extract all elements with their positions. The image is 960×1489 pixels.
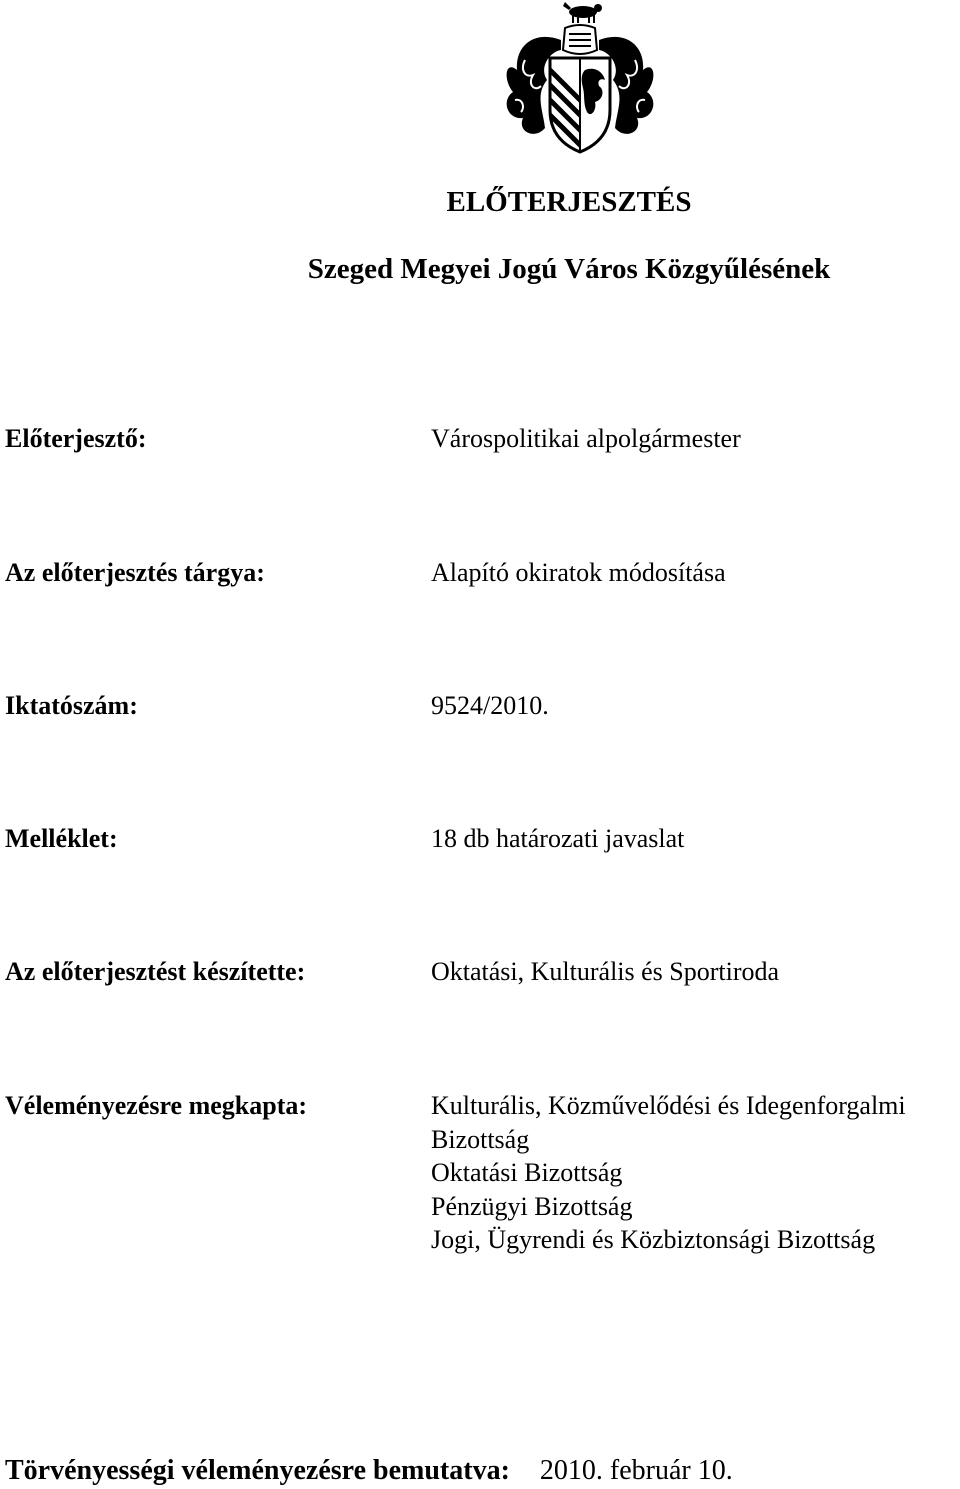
field-label: Iktatószám: [5, 691, 138, 720]
document-title: ELŐTERJESZTÉS [446, 186, 692, 218]
field-value: Oktatási, Kulturális és Sportiroda [431, 957, 780, 986]
committee-item: Pénzügyi Bizottság [431, 1191, 633, 1221]
document-subtitle: Szeged Megyei Jogú Város Közgyűlésének [307, 253, 831, 285]
field-value: 18 db határozati javaslat [431, 824, 685, 853]
field-label: Melléklet: [5, 824, 118, 853]
field-value-list [431, 1090, 906, 1258]
field-label: Az előterjesztést készítette: [5, 957, 306, 986]
legality-review-line [5, 1455, 733, 1487]
field-label: Véleményezésre megkapta: [5, 1091, 308, 1120]
committee-item: Bizottság [431, 1124, 530, 1154]
field-value: 9524/2010. [431, 691, 549, 720]
committee-item: Kulturális, Közművelődési és Idegenforgalmi [431, 1091, 906, 1120]
field-value: Várospolitikai alpolgármester [431, 424, 741, 453]
field-label: Az előterjesztés tárgya: [5, 558, 265, 587]
footer-label: Törvényességi véleményezésre bemutatva: [5, 1455, 510, 1486]
footer-date: 2010. február 10. [539, 1455, 733, 1486]
field-label: Előterjesztő: [5, 424, 147, 453]
committee-item: Oktatási Bizottság [431, 1158, 623, 1187]
coat-of-arms-icon [495, 0, 665, 160]
committee-item: Jogi, Ügyrendi és Közbiztonsági Bizottság [431, 1225, 876, 1254]
field-value: Alapító okiratok módosítása [431, 558, 726, 587]
